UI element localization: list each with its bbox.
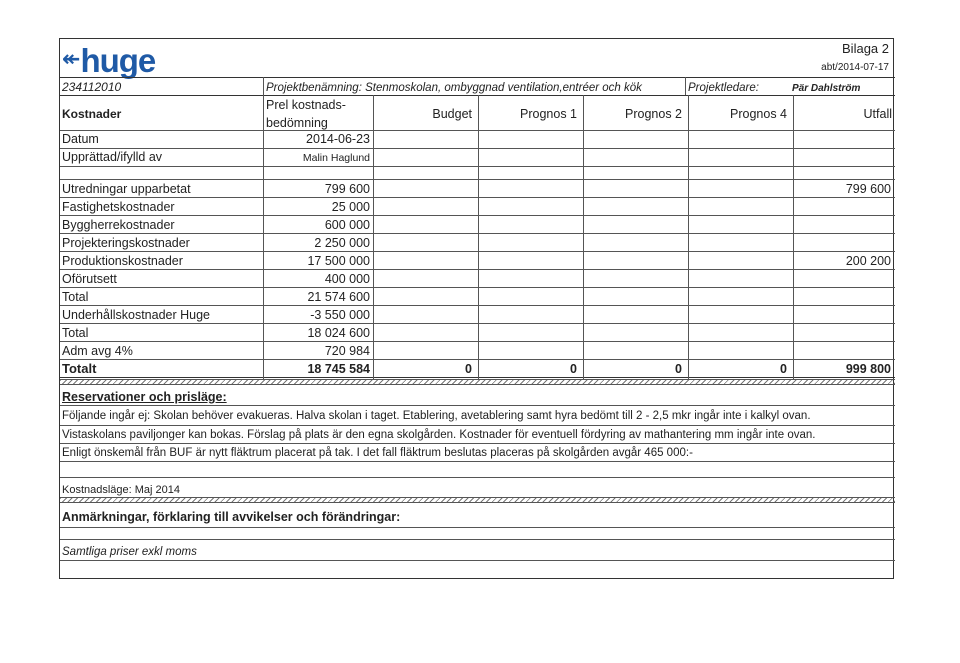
- row-prel: 17 500 000: [307, 254, 370, 268]
- totalt-budget: 0: [465, 362, 472, 376]
- reservations-heading: Reservationer och prisläge:: [62, 390, 227, 404]
- upprattad-label: Upprättad/ifylld av: [62, 150, 163, 164]
- project-manager: Pär Dahlström: [792, 83, 861, 94]
- row-label: Oförutsett: [62, 272, 117, 286]
- row-prel: 799 600: [324, 182, 370, 196]
- reservation-line: Vistaskolans paviljonger kan bokas. Förslag på plats är den egna skolgården. Kostnader för eventuell fördyring av mathantering mm ingår inte ovan.: [62, 429, 816, 441]
- totalt-prognos2: 0: [675, 362, 682, 376]
- cost-sheet: [59, 38, 894, 579]
- kostnader-header: Kostnader: [62, 107, 122, 121]
- row-prel: 720 984: [324, 344, 370, 358]
- price-level: Kostnadsläge: Maj 2014: [62, 484, 181, 496]
- prognos2-header: Prognos 2: [625, 107, 682, 121]
- project-number: 234112010: [62, 80, 122, 94]
- row-label: Utredningar upparbetat: [62, 182, 191, 196]
- row-utfall: 799 600: [845, 182, 891, 196]
- row-prel: 600 000: [324, 218, 370, 232]
- project-manager-label: Projektledare:: [688, 82, 759, 94]
- attachment-label: Bilaga 2: [842, 41, 889, 56]
- prices-note: Samtliga priser exkl moms: [62, 546, 197, 558]
- datum-value: 2014-06-23: [306, 132, 370, 146]
- totalt-prel: 18 745 584: [307, 362, 370, 376]
- utfall-header: Utfall: [863, 107, 892, 121]
- prognos1-header: Prognos 1: [520, 107, 577, 121]
- row-label: Total: [62, 290, 89, 304]
- row-label: Byggherrekostnader: [62, 218, 175, 232]
- upprattad-value: Malin Haglund: [302, 152, 370, 164]
- totalt-utfall: 999 800: [845, 362, 891, 376]
- prel-header-line2: bedömning: [266, 116, 328, 130]
- hatch-divider: [60, 379, 895, 385]
- reference-date: abt/2014-07-17: [821, 62, 889, 73]
- hatch-divider: [60, 497, 895, 503]
- huge-logo: [62, 41, 155, 79]
- row-label: Produktionskostnader: [62, 254, 183, 268]
- datum-label: Datum: [62, 132, 99, 146]
- row-prel: 18 024 600: [307, 326, 370, 340]
- row-prel: 25 000: [331, 200, 370, 214]
- row-label: Fastighetskostnader: [62, 200, 175, 214]
- row-label: Adm avg 4%: [62, 344, 133, 358]
- row-utfall: 200 200: [845, 254, 891, 268]
- row-label: Underhållskostnader Huge: [62, 308, 211, 322]
- row-prel: 21 574 600: [307, 290, 370, 304]
- row-label: Total: [62, 326, 89, 340]
- totalt-prognos4: 0: [780, 362, 787, 376]
- budget-header: Budget: [432, 107, 472, 121]
- reservation-line: Enligt önskemål från BUF är nytt fläktrum placerat på tak. I det fall fläktrum beslutas placeras på skolgården avgår 465 000:-: [62, 447, 693, 459]
- totalt-prognos1: 0: [570, 362, 577, 376]
- row-prel: 400 000: [324, 272, 370, 286]
- prognos4-header: Prognos 4: [730, 107, 787, 121]
- remarks-heading: Anmärkningar, förklaring till avvikelser och förändringar:: [62, 510, 401, 524]
- row-label: Projekteringskostnader: [62, 236, 190, 250]
- row-prel: 2 250 000: [314, 236, 370, 250]
- totalt-label: Totalt: [62, 361, 97, 376]
- row-prel: -3 550 000: [310, 308, 370, 322]
- project-name: Projektbenämning: Stenmoskolan, ombyggnad ventilation,entréer och kök: [266, 82, 642, 94]
- reservation-line: Följande ingår ej: Skolan behöver evakueras. Halva skolan i taget. Etablering, avetablering samt hyra bedömt till 2 - 2,5 mkr ingår inte i kalkyl ovan.: [62, 410, 811, 422]
- logo-text: huge: [80, 42, 156, 79]
- logo-arrow-icon: ↞: [62, 46, 80, 71]
- prel-header-line1: Prel kostnads-: [266, 98, 346, 112]
